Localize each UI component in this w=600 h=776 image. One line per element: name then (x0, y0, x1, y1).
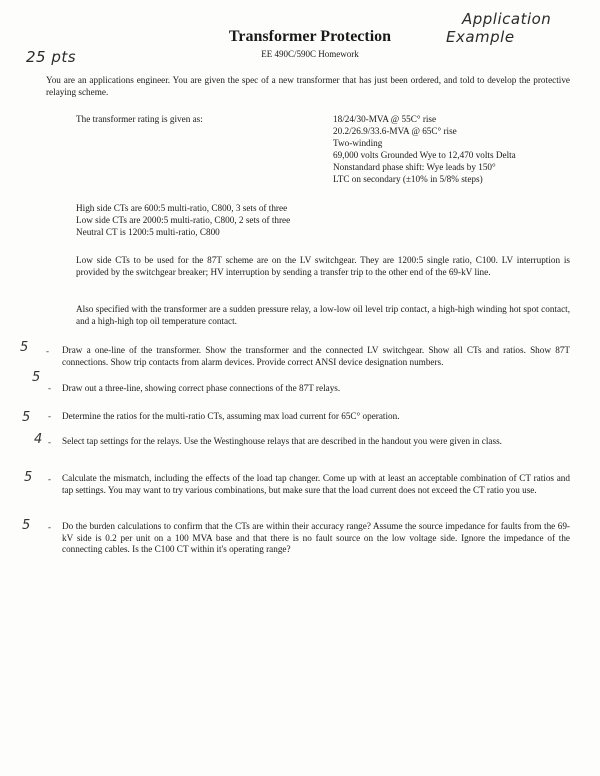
task-dash: - (48, 474, 51, 484)
handwritten-score: 25 pts (26, 48, 77, 66)
score-mark: 5 (22, 410, 31, 425)
task-item: Select tap settings for the relays. Use the Westinghouse relays that are described in the handout you were given in class. (62, 436, 502, 446)
intro-paragraph: You are an applications engineer. You are given the spec of a new transformer that has just been ordered, and told to develop the protective relaying scheme. (46, 75, 570, 97)
rating-line: LTC on secondary (±10% in 5/8% steps) (333, 174, 483, 184)
task-item: Do the burden calculations to confirm that the CTs are within their accuracy range? Assume the source impedance for faults from the 69-kV side is 0.2 per unit on a 100 MVA base and that there is no fault source on the low voltage side. Ignore the impedance of the connecting cables. Is the C100 CT within it's operating range? (62, 521, 570, 554)
rating-line: 18/24/30-MVA @ 55C° rise (333, 114, 437, 124)
score-mark: 5 (24, 470, 33, 485)
task-dash: - (46, 346, 49, 356)
ct-spec-line: Neutral CT is 1200:5 multi-ratio, C800 (76, 227, 220, 237)
rating-line: Nonstandard phase shift: Wye leads by 150° (333, 162, 496, 172)
task-item: Calculate the mismatch, including the effects of the load tap changer. Come up with at least an acceptable combination of CT ratios and tap settings. You may want to try various combinations, but make sure that the load current does not exceed the CT ratio you use. (62, 473, 570, 495)
score-mark: 5 (20, 340, 29, 355)
handwritten-note-line1: Application (462, 10, 552, 28)
low-side-paragraph: Low side CTs to be used for the 87T scheme are on the LV switchgear. They are 1200:5 single ratio, C100. LV interruption is provided by the switchgear breaker; HV interruption by sending a transfer trip to the other end of the 69-kV line. (76, 255, 570, 277)
rating-line: 69,000 volts Grounded Wye to 12,470 volts Delta (333, 150, 516, 160)
rating-label: The transformer rating is given as: (76, 114, 203, 124)
ct-spec-line: High side CTs are 600:5 multi-ratio, C800, 3 sets of three (76, 203, 288, 213)
task-item: Determine the ratios for the multi-ratio CTs, assuming max load current for 65C° operation. (62, 411, 400, 421)
task-item: Draw a one-line of the transformer. Show the transformer and the connected LV switchgear. Show all CTs and ratios. Show 87T connections. Show trip contacts from alarm devices. Provide correct ANSI device designation numbers. (62, 345, 570, 367)
score-mark: 4 (34, 432, 43, 447)
rating-line: Two-winding (333, 138, 383, 148)
score-mark: 5 (32, 370, 41, 385)
handwritten-note-line2: Example (446, 28, 515, 46)
page-title: Transformer Protection (228, 28, 392, 45)
task-dash: - (48, 383, 51, 393)
ct-spec-line: Low side CTs are 2000:5 multi-ratio, C800, 2 sets of three (76, 215, 291, 225)
also-specified-paragraph: Also specified with the transformer are a sudden pressure relay, a low-low oil level trip contact, a high-high winding hot spot contact, and a high-high top oil temperature contact. (76, 304, 570, 326)
page-subtitle: EE 490C/590C Homework (261, 49, 359, 59)
task-dash: - (48, 411, 51, 421)
rating-line: 20.2/26.9/33.6-MVA @ 65C° rise (333, 126, 457, 136)
task-item: Draw out a three-line, showing correct phase connections of the 87T relays. (62, 383, 341, 393)
task-dash: - (48, 522, 51, 532)
score-mark: 5 (22, 518, 31, 533)
task-dash: - (48, 437, 51, 447)
